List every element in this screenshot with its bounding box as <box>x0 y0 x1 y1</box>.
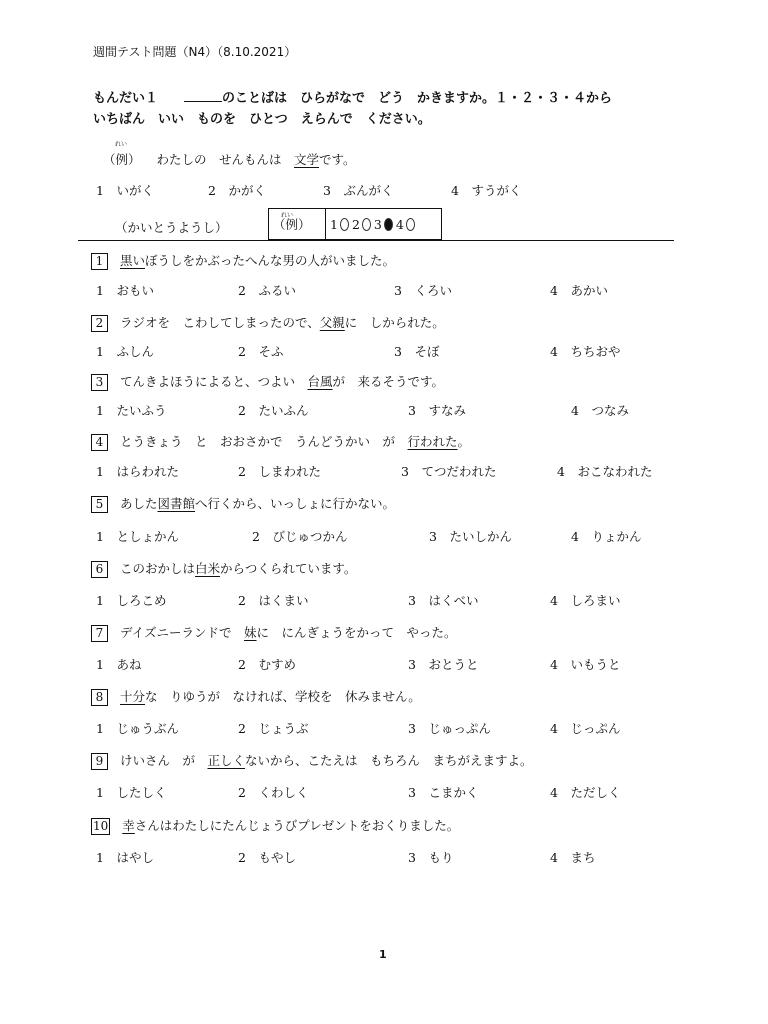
options-9 <box>0 783 768 801</box>
option[interactable]: 3 すなみ <box>408 403 466 418</box>
instructions-line2: いちばん いい ものを ひとつ えらんで ください。 <box>93 112 431 127</box>
question-text: ないから、こたえは もちろん まちがえますよ。 <box>245 753 533 768</box>
options-3 <box>0 401 768 419</box>
option[interactable]: 4 しろまい <box>550 593 621 608</box>
underlined-word: 黒い <box>120 253 146 268</box>
question-number: 1 <box>91 253 108 270</box>
underlined-word: 図書館 <box>157 496 196 511</box>
example-label-text: （例） <box>103 152 141 167</box>
example-post: です。 <box>319 152 356 167</box>
underlined-word: 十分 <box>120 689 146 704</box>
answer-bubble-2[interactable] <box>362 218 371 231</box>
underlined-word: 妹 <box>244 625 257 640</box>
option[interactable]: 3 てつだわれた <box>401 464 497 479</box>
answer-sheet-label: （かいとうようし） <box>115 220 228 235</box>
page-number: 1 <box>379 948 387 961</box>
option[interactable]: 1 しろこめ <box>96 593 167 608</box>
options-6 <box>0 591 768 609</box>
options-10 <box>0 848 768 866</box>
example-sentence <box>103 141 356 168</box>
question-text: けいさん が <box>120 753 208 768</box>
bubble-number: 3 <box>373 216 382 232</box>
underlined-word: 正しく <box>207 753 246 768</box>
question-text: あした <box>120 496 158 511</box>
option[interactable]: 2 そふ <box>238 344 284 359</box>
question-text: が 来るそうです。 <box>332 374 445 389</box>
page-header: 週間テスト問題（N4）（8.10.2021） <box>93 45 297 59</box>
options-7 <box>0 655 768 673</box>
question-number: 3 <box>91 374 108 391</box>
question-text: このおかしは <box>120 561 196 576</box>
question-2 <box>91 313 445 332</box>
instructions-line1: のことばは ひらがなで どう かきますか。１・２・３・４から <box>222 91 613 106</box>
question-number: 5 <box>91 496 108 513</box>
option[interactable]: 2 くわしく <box>238 785 309 800</box>
option[interactable]: 3 くろい <box>394 283 452 298</box>
underlined-word: 行われた <box>407 434 458 449</box>
question-text: てんきよほうによると、つよい <box>120 374 308 389</box>
answer-bubble-4[interactable] <box>406 218 415 231</box>
option[interactable]: 1 たいふう <box>96 403 167 418</box>
question-text: とうきょう と おおさかで うんどうかい が <box>120 434 408 449</box>
question-1 <box>91 251 395 270</box>
option[interactable]: 4 じっぷん <box>550 721 621 736</box>
option[interactable]: 1 はらわれた <box>96 464 179 479</box>
answer-box-label <box>269 209 326 239</box>
question-number: 10 <box>93 819 109 833</box>
question-text: 。 <box>457 434 471 449</box>
example-option: 1 いがく <box>96 183 154 198</box>
question-text: ラジオを こわしてしまったので、 <box>120 315 320 330</box>
question-text: な りゆうが なければ、学校を 休みません。 <box>145 689 421 704</box>
question-number: 6 <box>91 561 108 578</box>
example-option: 2 かがく <box>208 183 266 198</box>
option[interactable]: 4 おこなわれた <box>557 464 653 479</box>
option[interactable]: 2 しまわれた <box>238 464 321 479</box>
option[interactable]: 4 あかい <box>550 283 608 298</box>
blank-line <box>184 89 222 102</box>
option[interactable]: 1 としょかん <box>96 529 179 544</box>
underlined-word: 父親 <box>319 315 345 330</box>
question-3 <box>91 372 444 391</box>
answer-box-ruby: れい <box>281 212 294 219</box>
question-9 <box>91 751 533 770</box>
bubble-number: 1 <box>330 216 338 232</box>
question-number: 8 <box>91 689 108 706</box>
option[interactable]: 2 たいふん <box>238 403 309 418</box>
option[interactable]: 2 じょうぶ <box>238 721 309 736</box>
question-text: からつくられています。 <box>220 561 357 576</box>
option[interactable]: 2 むすめ <box>238 657 296 672</box>
question-text: さんはわたしにたんじょうびプレゼントをおくりました。 <box>134 818 460 833</box>
example-pre: わたしの せんもんは <box>156 152 295 167</box>
option[interactable]: 1 あね <box>96 657 142 672</box>
option[interactable]: 1 おもい <box>96 283 154 298</box>
question-text: に しかられた。 <box>344 315 445 330</box>
option[interactable]: 2 びじゅつかん <box>252 529 348 544</box>
options-1 <box>0 281 768 299</box>
option[interactable]: 1 じゅうぶん <box>96 721 179 736</box>
option[interactable]: 2 はくまい <box>238 593 309 608</box>
example-option: 4 すうがく <box>451 183 522 198</box>
example-ruby: れい <box>115 141 128 148</box>
example-label <box>103 141 141 168</box>
question-8 <box>91 687 421 706</box>
option[interactable]: 4 まち <box>550 850 596 865</box>
answer-bubble-1[interactable] <box>340 218 349 231</box>
option[interactable]: 2 もやし <box>238 850 296 865</box>
question-text: ぼうしをかぶったへんな男の人がいました。 <box>145 253 396 268</box>
underlined-word: 幸 <box>122 818 135 833</box>
option[interactable]: 4 ただしく <box>550 785 621 800</box>
option[interactable]: 3 こまかく <box>408 785 479 800</box>
question-text: に にんぎょうをかって やった。 <box>256 625 457 640</box>
question-6 <box>91 559 356 578</box>
question-number: 2 <box>91 315 108 332</box>
bubble-number: 2 <box>351 216 360 232</box>
option[interactable]: 3 もり <box>408 850 454 865</box>
example-option: 3 ぶんがく <box>323 183 394 198</box>
question-number: 9 <box>91 753 108 770</box>
question-text: デイズニーランドで <box>120 625 245 640</box>
answer-bubble-3-filled[interactable] <box>384 218 393 231</box>
answer-box-label-text: （例） <box>273 217 311 232</box>
option[interactable]: 4 いもうと <box>550 657 621 672</box>
question-10 <box>91 816 459 835</box>
underlined-word: 白米 <box>195 561 221 576</box>
option[interactable]: 3 そぼ <box>394 344 440 359</box>
option[interactable]: 1 はやし <box>96 850 154 865</box>
options-8 <box>0 719 768 737</box>
option[interactable]: 3 たいしかん <box>429 529 512 544</box>
option[interactable]: 4 ちちおや <box>550 344 621 359</box>
option[interactable]: 3 はくべい <box>408 593 479 608</box>
options-2 <box>0 342 768 360</box>
instructions-label: もんだい１ <box>93 91 159 106</box>
question-4 <box>91 432 470 451</box>
option[interactable]: 4 つなみ <box>571 403 629 418</box>
question-number: 7 <box>91 625 108 642</box>
options-4 <box>0 462 768 480</box>
option[interactable]: 1 ふしん <box>96 344 154 359</box>
option[interactable]: 3 おとうと <box>408 657 479 672</box>
option[interactable]: 1 したしく <box>96 785 167 800</box>
underlined-word: 台風 <box>307 374 333 389</box>
answer-sheet-box <box>268 208 442 240</box>
option[interactable]: 2 ふるい <box>238 283 296 298</box>
example-word: 文学 <box>294 152 320 167</box>
divider-line <box>78 240 674 241</box>
options-5 <box>0 527 768 545</box>
question-text: へ行くから、いっしょに行かない。 <box>195 496 396 511</box>
question-7 <box>91 623 457 642</box>
question-number: 4 <box>91 434 108 451</box>
option[interactable]: 3 じゅっぷん <box>408 721 491 736</box>
question-5 <box>91 494 395 513</box>
bubble-number: 4 <box>395 216 404 232</box>
answer-bubbles <box>326 217 418 232</box>
option[interactable]: 4 りょかん <box>571 529 642 544</box>
instructions <box>93 88 612 130</box>
